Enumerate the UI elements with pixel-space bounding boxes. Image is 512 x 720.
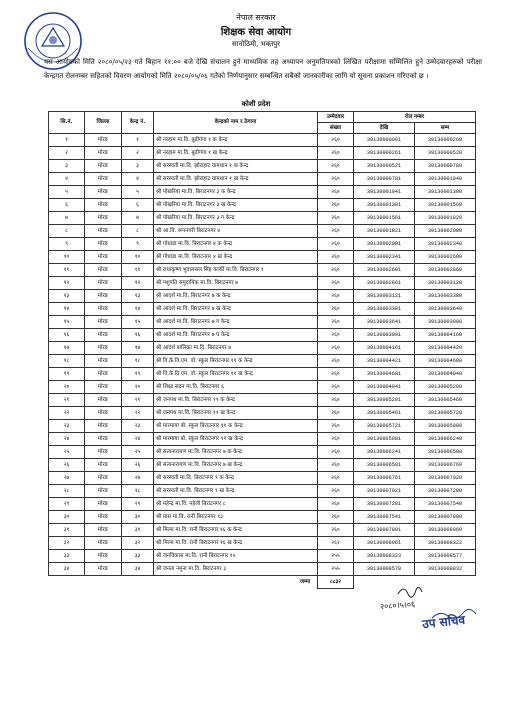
row-roll-from: 39130008323 xyxy=(354,550,415,563)
row-sn: १७ xyxy=(49,342,85,355)
row-roll-to: 39130000520 xyxy=(415,147,476,160)
row-roll-to: 39130002860 xyxy=(415,264,476,277)
row-sn: १२ xyxy=(49,277,85,290)
row-roll-from: 39130007281 xyxy=(354,498,415,511)
row-centre-no: ९ xyxy=(122,238,154,251)
row-district: मोरङ xyxy=(85,563,122,576)
table-row xyxy=(49,459,476,472)
row-centre-no: १ xyxy=(122,134,154,147)
row-centre-no: ३१ xyxy=(122,524,154,537)
row-centre-name: श्री आदर्श मा.वि. बिराटनगर ७ क केन्द्र xyxy=(154,290,318,303)
row-centre-no: १० xyxy=(122,251,154,264)
row-centre-no: २४ xyxy=(122,433,154,446)
row-count: २६० xyxy=(318,173,354,186)
row-count: २६० xyxy=(318,368,354,381)
total-cell xyxy=(300,576,354,589)
row-roll-from: 39130002081 xyxy=(354,238,415,251)
header-candidates: उम्मेदवार xyxy=(318,112,354,123)
row-centre-name: श्री मारमाया बो. स्कुल बिराटनगर ११ क केन्द्र xyxy=(154,420,318,433)
table-row xyxy=(49,173,476,186)
row-roll-from: 39130002601 xyxy=(354,264,415,277)
row-centre-no: १२ xyxy=(122,277,154,290)
row-roll-from: 39130007021 xyxy=(354,485,415,498)
header-count: संख्या xyxy=(318,123,354,134)
row-centre-name: श्री आदर्श मा.वि. बिराटनगर ७ ग केन्द्र xyxy=(154,316,318,329)
table-row xyxy=(49,186,476,199)
row-count: २६० xyxy=(318,238,354,251)
row-sn: २५ xyxy=(49,446,85,459)
row-roll-from: 39130005201 xyxy=(354,394,415,407)
row-district: मोरङ xyxy=(85,381,122,394)
table-row xyxy=(49,433,476,446)
row-sn: ९ xyxy=(49,238,85,251)
row-sn: १ xyxy=(49,134,85,147)
row-count: २६० xyxy=(318,381,354,394)
row-centre-name: श्री जनता नमूना मा.वि. बिराटनगर ३ xyxy=(154,563,318,576)
table-row xyxy=(49,342,476,355)
row-centre-name: श्री नरहाम मा.वि. बुढीगंगा १ क केन्द्र xyxy=(154,134,318,147)
row-district: मोरङ xyxy=(85,251,122,264)
row-count: २६० xyxy=(318,498,354,511)
row-roll-from: 39130005981 xyxy=(354,433,415,446)
row-sn: १० xyxy=(49,251,85,264)
row-sn: १५ xyxy=(49,316,85,329)
row-centre-no: २३ xyxy=(122,420,154,433)
table-row xyxy=(49,277,476,290)
row-sn: १९ xyxy=(49,368,85,381)
row-centre-name: श्री राधाकृष्ण भुवालसल सिंह कार्की मा.वि. बिराटनगर १ xyxy=(154,264,318,277)
commission-address: सानोठिमी, भक्तपुर xyxy=(231,40,281,48)
table-row xyxy=(49,316,476,329)
table-row xyxy=(49,212,476,225)
row-roll-from: 39130001821 xyxy=(354,225,415,238)
row-sn: ३३ xyxy=(49,550,85,563)
row-roll-from: 39130008061 xyxy=(354,537,415,550)
row-district: मोरङ xyxy=(85,498,122,511)
table-row xyxy=(49,134,476,147)
row-count: २६० xyxy=(318,485,354,498)
row-sn: ८ xyxy=(49,225,85,238)
table-row xyxy=(49,290,476,303)
row-sn: १३ xyxy=(49,290,85,303)
row-centre-name: श्री पोखरिया मा.वि. बिराटनगर ३ ग केन्द्र xyxy=(154,212,318,225)
header-roll: रोल नम्बर xyxy=(354,112,476,123)
row-roll-from: 39130001301 xyxy=(354,199,415,212)
row-sn: २४ xyxy=(49,433,85,446)
row-count: २६० xyxy=(318,342,354,355)
row-roll-to: 39130004160 xyxy=(415,329,476,342)
table-row xyxy=(49,446,476,459)
govt-name: नेपाल सरकार xyxy=(236,13,276,22)
row-roll-from: 39130003381 xyxy=(354,303,415,316)
row-count: २६० xyxy=(318,160,354,173)
signatory-title: उप सचिव xyxy=(421,612,466,632)
row-sn: २६ xyxy=(49,459,85,472)
commission-name: शिक्षक सेवा आयोग xyxy=(220,27,292,38)
row-roll-from: 39130008578 xyxy=(354,563,415,576)
row-count: २६० xyxy=(318,472,354,485)
header-to: सम्म xyxy=(415,123,476,134)
row-sn: ५ xyxy=(49,186,85,199)
row-sn: २ xyxy=(49,147,85,160)
row-centre-name: श्री आदर्श मा.वि. बिराटनगर ७ ख केन्द्र xyxy=(154,303,318,316)
row-roll-to: 39130000260 xyxy=(415,134,476,147)
row-roll-to: 39130005200 xyxy=(415,381,476,394)
row-roll-from: 39130002341 xyxy=(354,251,415,264)
row-roll-to: 39130001300 xyxy=(415,186,476,199)
row-roll-from: 39130004681 xyxy=(354,368,415,381)
row-district: मोरङ xyxy=(85,394,122,407)
row-roll-from: 39130007541 xyxy=(354,511,415,524)
row-centre-name: श्री जनपथ मा.वि. बिराटनगर ११ क केन्द्र xyxy=(154,394,318,407)
row-centre-no: १६ xyxy=(122,329,154,342)
header-centre-no: केन्द्र नं. xyxy=(122,112,154,134)
row-centre-name: श्री जनपथ मा.वि. बिराटनगर ११ ख केन्द्र xyxy=(154,407,318,420)
row-count: २६० xyxy=(318,186,354,199)
row-roll-from: 39130002861 xyxy=(354,277,415,290)
row-district: मोरङ xyxy=(85,537,122,550)
header-from: देखि xyxy=(354,123,415,134)
row-sn: ७ xyxy=(49,212,85,225)
row-district: मोरङ xyxy=(85,472,122,485)
row-roll-to: 39130005720 xyxy=(415,407,476,420)
row-count: २६० xyxy=(318,316,354,329)
row-centre-name: श्री शिक्षा सदन मा.वि. बिराटनगर ६ xyxy=(154,381,318,394)
region-title: कोशी प्रदेश xyxy=(241,100,271,108)
row-roll-to: 39130002340 xyxy=(415,238,476,251)
row-roll-to: 39130008322 xyxy=(415,537,476,550)
row-centre-no: १३ xyxy=(122,290,154,303)
table-row xyxy=(49,147,476,160)
row-count: २६२ xyxy=(318,537,354,550)
row-roll-to: 39130003120 xyxy=(415,277,476,290)
row-centre-name: श्री नरहाम मा.वि. बुढीगंगा १ ख केन्द्र xyxy=(154,147,318,160)
row-roll-to: 39130004420 xyxy=(415,342,476,355)
table-row xyxy=(49,511,476,524)
table-row xyxy=(49,563,476,576)
row-centre-no: २२ xyxy=(122,407,154,420)
row-centre-name: श्री वि.के.वि.एम. वो. स्कुल बिराटनगर ११ क केन्द्र xyxy=(154,355,318,368)
row-centre-name: श्री सरस्वती मा.वि. बिराटनगर ९ ख केन्द्र xyxy=(154,485,318,498)
row-sn: २१ xyxy=(49,394,85,407)
row-district: मोरङ xyxy=(85,225,122,238)
row-roll-from: 39130006241 xyxy=(354,446,415,459)
row-count: २६० xyxy=(318,134,354,147)
row-count: २६० xyxy=(318,446,354,459)
row-centre-name: श्री पोखरिया मा.वि. बिराटनगर ३ क केन्द्र xyxy=(154,186,318,199)
row-district: मोरङ xyxy=(85,524,122,537)
row-district: मोरङ xyxy=(85,355,122,368)
table-row xyxy=(49,199,476,212)
row-district: मोरङ xyxy=(85,173,122,186)
row-district: मोरङ xyxy=(85,186,122,199)
row-roll-from: 39130004421 xyxy=(354,355,415,368)
row-count: २६० xyxy=(318,433,354,446)
row-count: २६० xyxy=(318,264,354,277)
row-roll-to: 39130001040 xyxy=(415,173,476,186)
row-centre-no: २ xyxy=(122,147,154,160)
row-sn: २७ xyxy=(49,472,85,485)
row-centre-no: ७ xyxy=(122,212,154,225)
row-centre-name: श्री पोखरिया मा.वि. बिराटनगर ३ ख केन्द्र xyxy=(154,199,318,212)
table-row xyxy=(49,368,476,381)
row-district: मोरङ xyxy=(85,212,122,225)
row-roll-to: 39130002080 xyxy=(415,225,476,238)
row-sn: ३१ xyxy=(49,524,85,537)
row-centre-no: १८ xyxy=(122,355,154,368)
row-count: २६० xyxy=(318,524,354,537)
row-centre-no: ८ xyxy=(122,225,154,238)
row-sn: २८ xyxy=(49,485,85,498)
row-district: मोरङ xyxy=(85,511,122,524)
row-roll-from: 39130003121 xyxy=(354,290,415,303)
row-centre-name: श्री सरस्वती मा.वि. झोराहाट ग्रामथान १ क केन्द्र xyxy=(154,160,318,173)
row-centre-no: २९ xyxy=(122,498,154,511)
row-district: मोरङ xyxy=(85,264,122,277)
row-roll-to: 39130008060 xyxy=(415,524,476,537)
row-roll-from: 39130000261 xyxy=(354,147,415,160)
header-sn: सि.नं. xyxy=(49,112,85,134)
row-count: २६० xyxy=(318,212,354,225)
row-centre-name: श्री सत्यनारायण मा.वि. बिराटनगर ७ क केन्द्र xyxy=(154,446,318,459)
table-row xyxy=(49,550,476,563)
row-district: मोरङ xyxy=(85,407,122,420)
row-centre-name: श्री आ.वि. रूपनगरी बिराटनगर ४ xyxy=(154,225,318,238)
row-roll-from: 39130001041 xyxy=(354,186,415,199)
table-row xyxy=(49,160,476,173)
row-centre-name: श्री महेन्द्र मा.वि. नहेली बिराटनगर ८ xyxy=(154,498,318,511)
row-district: मोरङ xyxy=(85,368,122,381)
row-centre-name: श्री गोधाडा मा.वि. बिराटनगर ४ ख केन्द्र xyxy=(154,251,318,264)
row-district: मोरङ xyxy=(85,329,122,342)
row-sn: ३४ xyxy=(49,563,85,576)
row-district: मोरङ xyxy=(85,277,122,290)
row-centre-name: श्री मिल्स मा.वि. रानी बिराटनगर १६ क केन्द्र xyxy=(154,524,318,537)
row-centre-name: श्री आदर्श मा.वि. बिराटनगर ७ घ केन्द्र xyxy=(154,329,318,342)
row-centre-name: श्री आदर्श बालिका मा.वि. बिराटनगर ७ xyxy=(154,342,318,355)
row-centre-no: ११ xyxy=(122,264,154,277)
row-roll-from: 39130000001 xyxy=(354,134,415,147)
table-row xyxy=(49,420,476,433)
row-roll-to: 39130006760 xyxy=(415,459,476,472)
row-district: मोरङ xyxy=(85,160,122,173)
row-count: २५५ xyxy=(318,550,354,563)
row-district: मोरङ xyxy=(85,316,122,329)
row-centre-no: ३० xyxy=(122,511,154,524)
table-row xyxy=(49,303,476,316)
row-roll-from: 39130005461 xyxy=(354,407,415,420)
table-row xyxy=(49,524,476,537)
header-centre-name: केन्द्रको नाम र ठेगाना xyxy=(154,112,318,134)
table-row xyxy=(49,537,476,550)
row-district: मोरङ xyxy=(85,459,122,472)
row-centre-no: ६ xyxy=(122,199,154,212)
row-roll-to: 39130005980 xyxy=(415,420,476,433)
row-roll-from: 39130000521 xyxy=(354,160,415,173)
row-sn: ११ xyxy=(49,264,85,277)
row-roll-from: 39130001561 xyxy=(354,212,415,225)
exam-centre-table xyxy=(48,111,476,589)
row-count: २६० xyxy=(318,329,354,342)
row-count: २६० xyxy=(318,277,354,290)
row-centre-no: ३३ xyxy=(122,550,154,563)
row-roll-to: 39130003640 xyxy=(415,303,476,316)
row-count: २६० xyxy=(318,420,354,433)
row-centre-name: श्री सत्यनारायण मा.वि. बिराटनगर ७ ख केन्द्र xyxy=(154,459,318,472)
row-roll-to: 39130001560 xyxy=(415,199,476,212)
signature-date: २०८०।५।०६ xyxy=(379,599,416,612)
table-row xyxy=(49,355,476,368)
table-row xyxy=(49,264,476,277)
row-roll-from: 39130003641 xyxy=(354,316,415,329)
row-roll-to: 39130004940 xyxy=(415,368,476,381)
row-district: मोरङ xyxy=(85,485,122,498)
row-centre-no: १७ xyxy=(122,342,154,355)
row-sn: २२ xyxy=(49,407,85,420)
row-roll-from: 39130000781 xyxy=(354,173,415,186)
row-centre-no: ५ xyxy=(122,186,154,199)
row-district: मोरङ xyxy=(85,420,122,433)
row-centre-name: श्री पशुपति समुदायिक मा.वि. बिराटनगर ७ xyxy=(154,277,318,290)
row-roll-to: 39130003900 xyxy=(415,316,476,329)
row-centre-no: १५ xyxy=(122,316,154,329)
row-centre-no: ३ xyxy=(122,160,154,173)
row-roll-from: 39130006501 xyxy=(354,459,415,472)
row-count: २६० xyxy=(318,251,354,264)
row-roll-to: 39130007280 xyxy=(415,485,476,498)
row-roll-from: 39130005721 xyxy=(354,420,415,433)
row-centre-name: श्री सरस्वती मा.वि. बिराटनगर ९ क केन्द्र xyxy=(154,472,318,485)
row-count: २६० xyxy=(318,394,354,407)
row-roll-from: 39130007801 xyxy=(354,524,415,537)
row-roll-to: 39130006500 xyxy=(415,446,476,459)
row-count: २६० xyxy=(318,459,354,472)
row-sn: १४ xyxy=(49,303,85,316)
row-centre-no: २७ xyxy=(122,472,154,485)
row-count: २६० xyxy=(318,147,354,160)
table-row xyxy=(49,394,476,407)
row-centre-name: श्री जनविकास मा.वि. रानी बिराटनगर १५ xyxy=(154,550,318,563)
row-district: मोरङ xyxy=(85,238,122,251)
row-district: मोरङ xyxy=(85,342,122,355)
row-sn: ४ xyxy=(49,173,85,186)
row-count: २५५ xyxy=(318,563,354,576)
row-roll-to: 39130007800 xyxy=(415,511,476,524)
row-sn: ३२ xyxy=(49,537,85,550)
row-centre-no: २५ xyxy=(122,446,154,459)
table-row xyxy=(49,238,476,251)
row-count: २६० xyxy=(318,407,354,420)
row-centre-no: २१ xyxy=(122,394,154,407)
row-centre-name: श्री प्रास मा.वि. रानी बिराटनगर १३ xyxy=(154,511,318,524)
row-centre-name: श्री मारमाया बो. स्कुल बिराटनगर ११ ख केन्द्र xyxy=(154,433,318,446)
total-value: ८८३२ xyxy=(329,578,342,585)
row-roll-to: 39130002600 xyxy=(415,251,476,264)
row-sn: १६ xyxy=(49,329,85,342)
row-centre-no: १४ xyxy=(122,303,154,316)
row-roll-to: 39130007020 xyxy=(415,472,476,485)
row-roll-from: 39130004161 xyxy=(354,342,415,355)
row-count: २६० xyxy=(318,511,354,524)
row-sn: २९ xyxy=(49,498,85,511)
row-centre-name: श्री मिल्स मा.वि. रानी बिराटनगर १६ ख केन्द्र xyxy=(154,537,318,550)
row-centre-no: १९ xyxy=(122,368,154,381)
row-roll-to: 39130004680 xyxy=(415,355,476,368)
table-row xyxy=(49,251,476,264)
row-centre-no: ३२ xyxy=(122,537,154,550)
row-district: मोरङ xyxy=(85,550,122,563)
row-roll-from: 39130004941 xyxy=(354,381,415,394)
row-roll-from: 39130003901 xyxy=(354,329,415,342)
total-label: जम्मा xyxy=(300,578,311,585)
row-roll-to: 39130001820 xyxy=(415,212,476,225)
row-roll-to: 39130000780 xyxy=(415,160,476,173)
row-roll-to: 39130003380 xyxy=(415,290,476,303)
row-district: मोरङ xyxy=(85,433,122,446)
row-centre-name: श्री सरस्वती मा.वि. झोराहाट ग्रामथान १ ख केन्द्र xyxy=(154,173,318,186)
row-roll-from: 39130006761 xyxy=(354,472,415,485)
row-centre-no: ३४ xyxy=(122,563,154,576)
row-roll-to: 39130008832 xyxy=(415,563,476,576)
table-row xyxy=(49,329,476,342)
table-row xyxy=(49,381,476,394)
table-row xyxy=(49,498,476,511)
row-centre-no: २६ xyxy=(122,459,154,472)
row-centre-name: श्री वि.के.वि.एम. वो. स्कुल बिराटनगर ११ ख केन्द्र xyxy=(154,368,318,381)
table-row xyxy=(49,485,476,498)
row-sn: १८ xyxy=(49,355,85,368)
row-centre-no: ४ xyxy=(122,173,154,186)
row-count: २६० xyxy=(318,225,354,238)
row-roll-to: 39130007540 xyxy=(415,498,476,511)
row-count: २६० xyxy=(318,303,354,316)
row-sn: ६ xyxy=(49,199,85,212)
row-sn: ३ xyxy=(49,160,85,173)
notice-paragraph: यस आयोगको मिति २०८०/०५/२३ गते बिहान ११:०० बजे देखि संचालन हुने माध्यमिक तह अध्यापन अनुमतिपत्रको लिखित परीक्षामा सम्मिलित हुने उम्मेदवारहरुको परीक्षा केन्द्रगत रोलनम्बर सहितको विवरण आयोगको मिति २०८०/०५/०६ गतेको निर्णयानुसार सम्बन्धित सबैको जानकारीका लागि यो सूचना प्रकाशन गरिएको छ । xyxy=(44,58,482,80)
row-count: २६० xyxy=(318,355,354,368)
row-sn: २० xyxy=(49,381,85,394)
row-count: २६० xyxy=(318,199,354,212)
row-centre-no: २० xyxy=(122,381,154,394)
table-row xyxy=(49,472,476,485)
row-roll-to: 39130008577 xyxy=(415,550,476,563)
row-district: मोरङ xyxy=(85,290,122,303)
row-sn: ३० xyxy=(49,511,85,524)
row-district: मोरङ xyxy=(85,303,122,316)
row-sn: २३ xyxy=(49,420,85,433)
row-district: मोरङ xyxy=(85,134,122,147)
row-count: २६० xyxy=(318,290,354,303)
row-centre-no: २८ xyxy=(122,485,154,498)
header-district: जिल्ला xyxy=(85,112,122,134)
row-centre-name: श्री गोधाडा मा.वि. बिराटनगर ४ क केन्द्र xyxy=(154,238,318,251)
table-row xyxy=(49,407,476,420)
row-district: मोरङ xyxy=(85,446,122,459)
row-roll-to: 39130005460 xyxy=(415,394,476,407)
table-row xyxy=(49,225,476,238)
row-district: मोरङ xyxy=(85,147,122,160)
row-roll-to: 39130006240 xyxy=(415,433,476,446)
row-district: मोरङ xyxy=(85,199,122,212)
